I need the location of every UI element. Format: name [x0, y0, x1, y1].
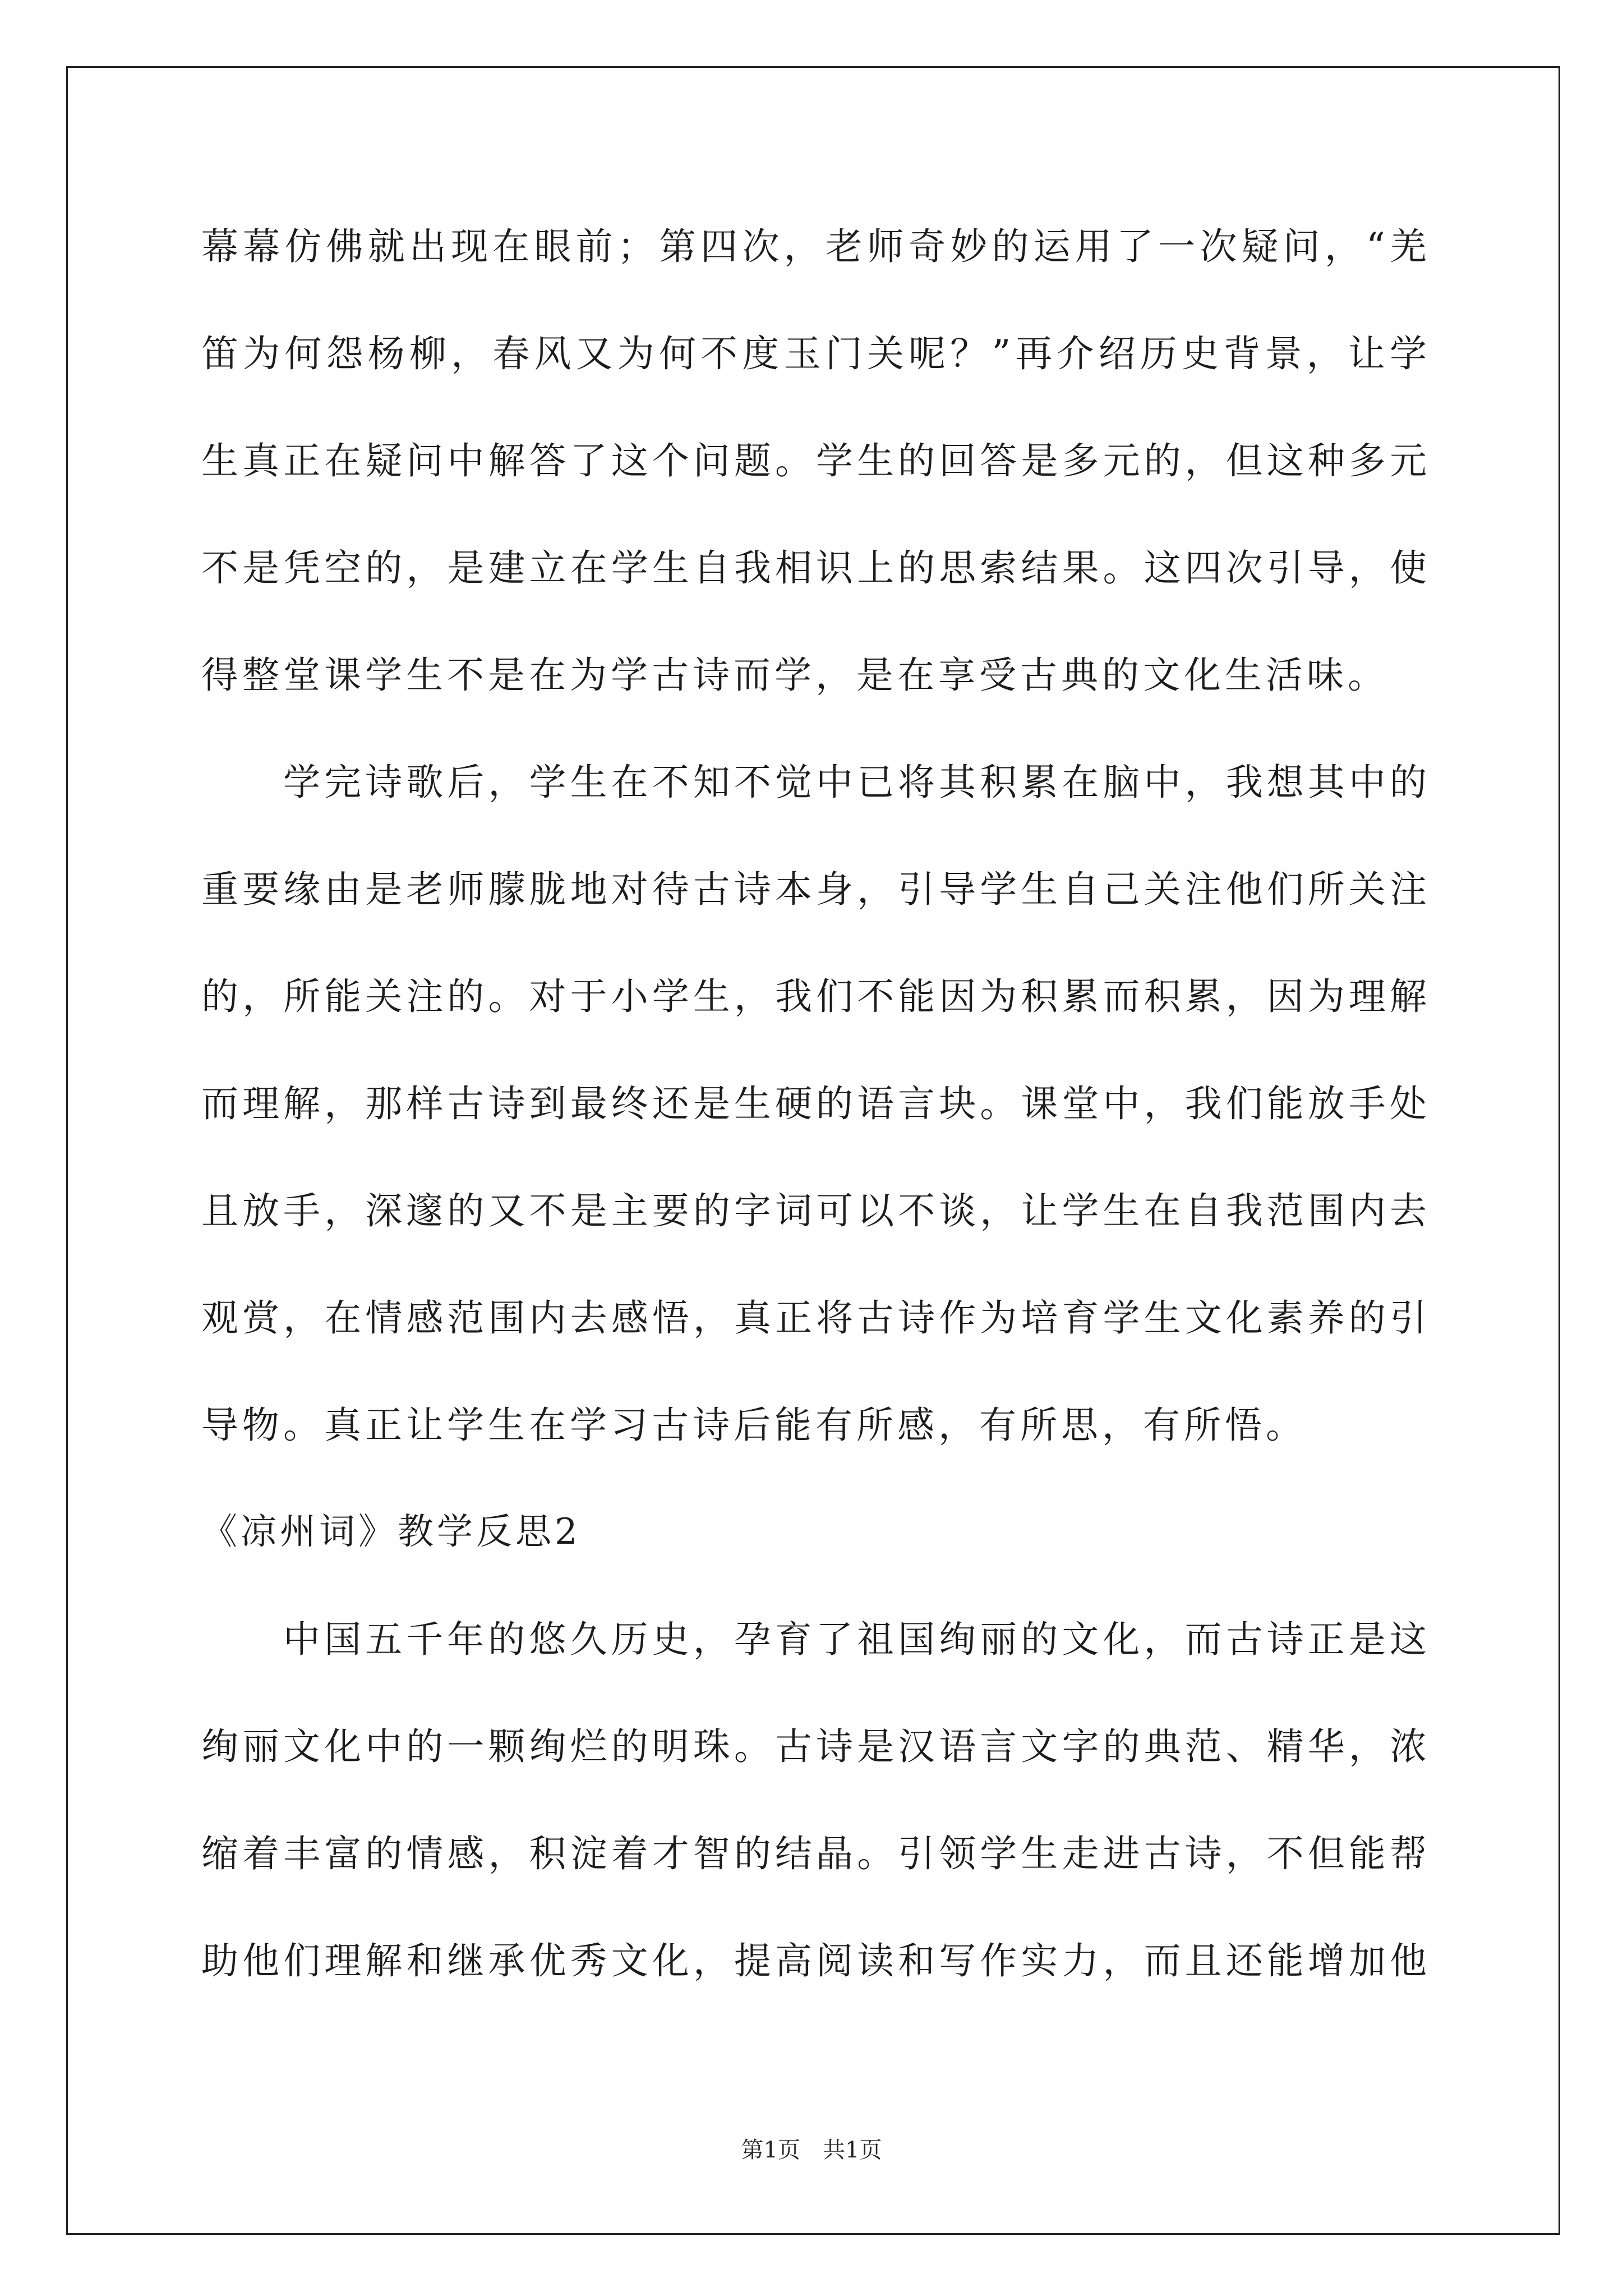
- paragraph-3: [201, 1586, 1431, 2014]
- paragraph-line: 观赏，在情感范围内去感悟，真正将古诗作为培育学生文化素养的引: [201, 1296, 1431, 1340]
- paragraph-line: 学完诗歌后，学生在不知不觉中已将其积累在脑中，我想其中的: [283, 761, 1431, 804]
- document-body: [201, 193, 1431, 2014]
- paragraph-line: 中国五千年的悠久历史，孕育了祖国绚丽的文化，而古诗正是这: [283, 1618, 1431, 1661]
- paragraph-line: 且放手，深邃的又不是主要的字词可以不谈，让学生在自我范围内去: [201, 1189, 1431, 1232]
- page-number-footer: 第1页 共1页: [741, 2137, 882, 2163]
- paragraph-line: 生真正在疑问中解答了这个问题。学生的回答是多元的，但这种多元: [201, 439, 1431, 482]
- paragraph-2: [201, 729, 1431, 1479]
- paragraph-line: 导物。真正让学生在学习古诗后能有所感，有所思，有所悟。: [201, 1404, 1307, 1447]
- paragraph-line: 而理解，那样古诗到最终还是生硬的语言块。课堂中，我们能放手处: [201, 1082, 1431, 1125]
- paragraph-line: 幕幕仿佛就出现在眼前；第四次，老师奇妙的运用了一次疑问，“羌: [201, 225, 1431, 268]
- paragraph-1: [201, 193, 1431, 729]
- paragraph-line: 笛为何怨杨柳，春风又为何不度玉门关呢？”再介绍历史背景，让学: [201, 332, 1431, 375]
- paragraph-line: 的，所能关注的。对于小学生，我们不能因为积累而积累，因为理解: [201, 975, 1431, 1018]
- paragraph-line: 不是凭空的，是建立在学生自我相识上的思索结果。这四次引导，使: [201, 546, 1431, 590]
- section-heading: 《凉州词》教学反思2: [201, 1511, 581, 1553]
- paragraph-line: 重要缘由是老师朦胧地对待古诗本身，引导学生自己关注他们所关注: [201, 868, 1431, 911]
- paragraph-line: 助他们理解和继承优秀文化，提高阅读和写作实力，而且还能增加他: [201, 1939, 1431, 1982]
- paragraph-line: 绚丽文化中的一颗绚烂的明珠。古诗是汉语言文字的典范、精华，浓: [201, 1725, 1431, 1768]
- paragraph-line: 得整堂课学生不是在为学古诗而学，是在享受古典的文化生活味。: [201, 654, 1389, 697]
- paragraph-line: 缩着丰富的情感，积淀着才智的结晶。引领学生走进古诗，不但能帮: [201, 1832, 1431, 1875]
